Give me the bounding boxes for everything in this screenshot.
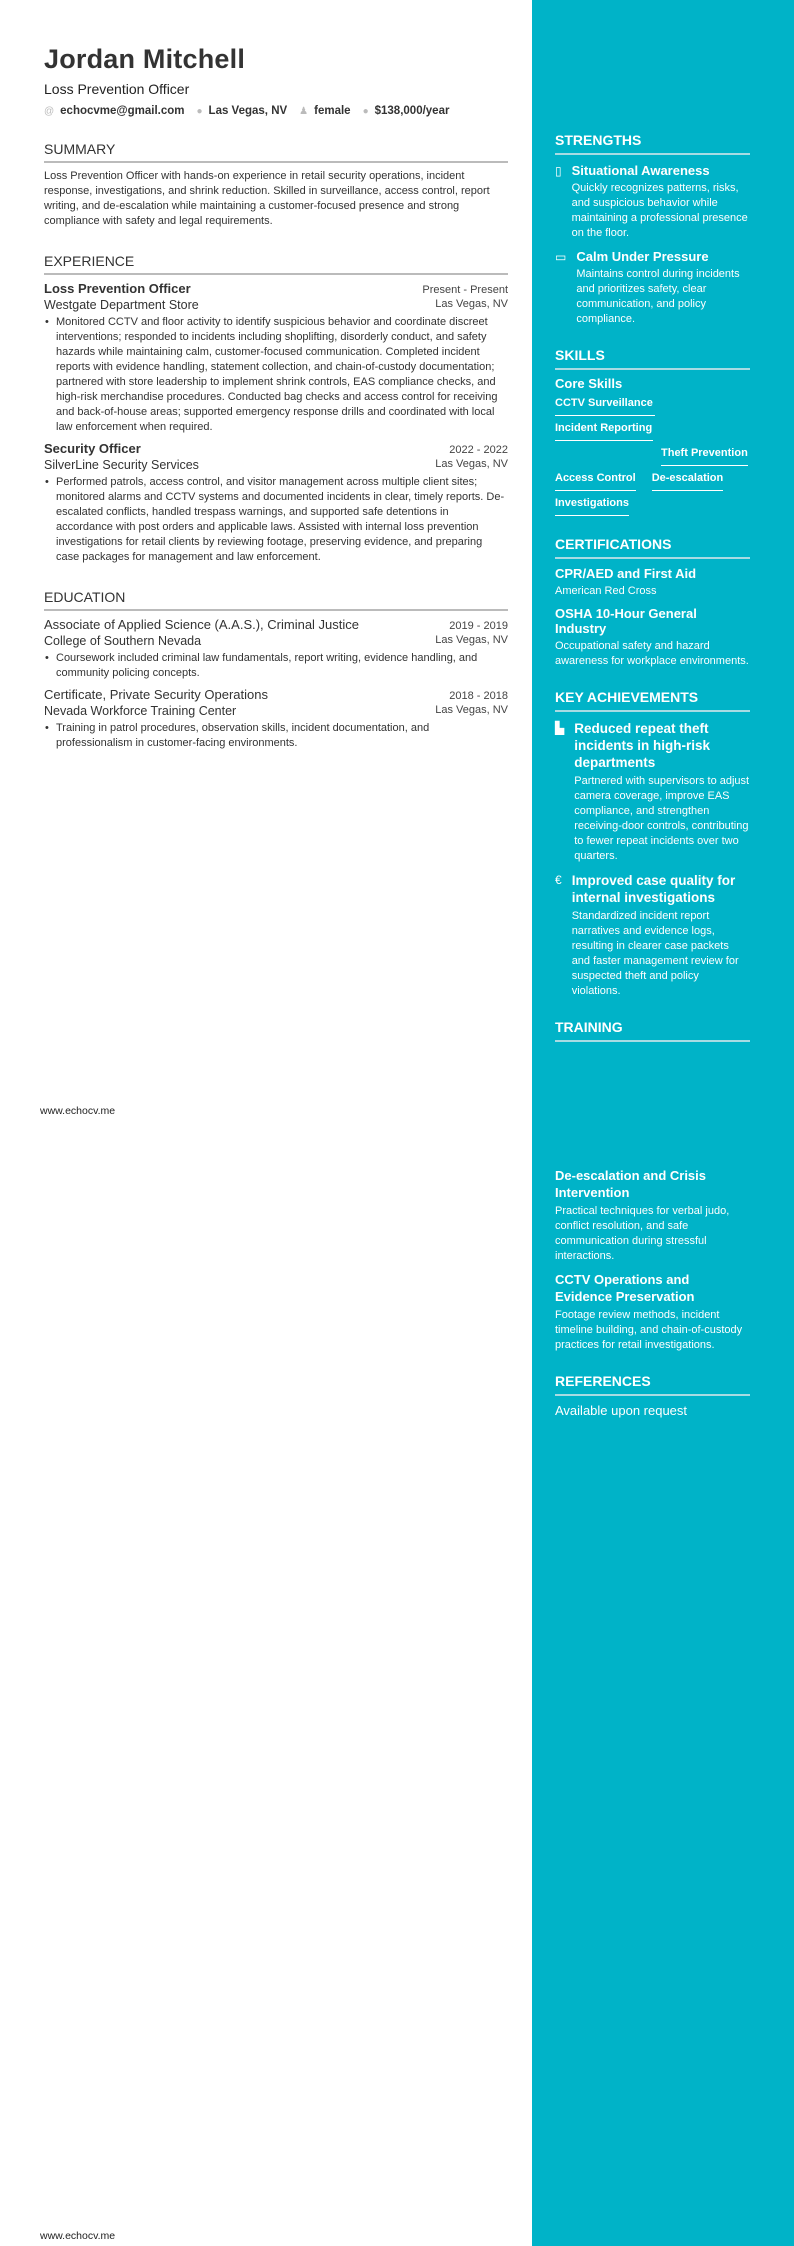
role: Loss Prevention Officer xyxy=(44,281,191,296)
location: Las Vegas, NV xyxy=(208,105,288,117)
money-icon: ● xyxy=(362,106,369,117)
school: College of Southern Nevada xyxy=(44,634,202,648)
gender: female xyxy=(314,105,351,117)
skill-tag: CCTV Surveillance xyxy=(555,393,655,416)
skill-tags xyxy=(555,391,750,516)
job-title: Loss Prevention Officer xyxy=(44,81,190,97)
location: Las Vegas, NV xyxy=(435,634,508,646)
skill-tag: De-escalation xyxy=(652,468,724,491)
footer-link[interactable]: www.echocv.me xyxy=(40,2230,116,2242)
degree: Certificate, Private Security Operations xyxy=(44,687,268,702)
achievement-title: Reduced repeat theft incidents in high-risk departments xyxy=(574,721,710,770)
achievement-item xyxy=(555,872,750,999)
skills-group: Core Skills xyxy=(555,376,623,391)
salary: $138,000/year xyxy=(374,105,450,117)
candidate-name: Jordan Mitchell xyxy=(44,44,246,74)
bullet: • Coursework included criminal law fundamentals, report writing, evidence handling, and community policing concepts. xyxy=(56,651,508,681)
achievement-item xyxy=(555,720,750,864)
sidebar-column-page2 xyxy=(555,1160,750,1418)
certification-title: CPR/AED and First Aid xyxy=(555,566,697,581)
achievement-desc: Partnered with supervisors to adjust camera coverage, improve EAS compliance, and strengthen receiving-door controls, contributing to fewer repeat incidents over two quarters. xyxy=(574,775,750,862)
skill-tag: Incident Reporting xyxy=(555,418,653,441)
education-item xyxy=(44,687,508,751)
euro-icon: € xyxy=(555,873,562,887)
achievement-title: Improved case quality for internal investigations xyxy=(571,873,736,905)
education-item xyxy=(44,617,508,681)
skill-tag: Theft Prevention xyxy=(661,443,748,466)
dates: 2018 - 2018 xyxy=(449,690,508,702)
summary-text: Loss Prevention Officer with hands-on experience in retail security operations, incident response, investigations, and shrink reduction. Skilled in surveillance, access control, report writing, and de-escalation while maintaining a customer-focused presence and strong compliance with safety and legal requirements. xyxy=(44,170,490,227)
training-desc: Practical techniques for verbal judo, conflict resolution, and safe communication during stressful interactions. xyxy=(555,1205,730,1262)
education-heading: EDUCATION xyxy=(44,589,508,611)
strength-item xyxy=(555,249,750,327)
company: SilverLine Security Services xyxy=(44,458,199,472)
skill-tag: Investigations xyxy=(555,493,629,516)
email: echocvme@gmail.com xyxy=(60,105,185,117)
certification-desc: American Red Cross xyxy=(555,585,657,597)
certifications-heading: CERTIFICATIONS xyxy=(555,536,750,559)
school: Nevada Workforce Training Center xyxy=(44,704,237,718)
location: Las Vegas, NV xyxy=(435,458,508,470)
role: Security Officer xyxy=(44,441,141,456)
strength-item xyxy=(555,163,750,241)
sidebar-column xyxy=(555,112,750,1042)
monitor-icon: ▭ xyxy=(555,250,567,264)
strengths-heading: STRENGTHS xyxy=(555,132,750,155)
location-pin-icon: ● xyxy=(196,106,203,117)
contact-info xyxy=(44,105,508,117)
dates: Present - Present xyxy=(422,284,508,296)
experience-item xyxy=(44,281,508,435)
strength-title: Calm Under Pressure xyxy=(576,249,709,264)
bullet: • Monitored CCTV and floor activity to identify suspicious behavior and coordinate discreet interventions; responded to incidents including shoplifting, disorderly conduct, and safety hazards while maintaining calm, customer-focused communication. Completed incident reports with evidence handling, statement collection, and chain-of-custody documentation; partnered with store leadership to implement shrink controls, EAS compliance checks, and high-risk merchandise procedures. Conducted bag checks and access control for receiving and back-of-house areas; supported emergency response drills and coordinated with local law enforcement when required. xyxy=(56,315,508,435)
references-text: Available upon request xyxy=(555,1403,688,1418)
main-column xyxy=(44,44,508,751)
dates: 2019 - 2019 xyxy=(449,620,508,632)
experience-heading: EXPERIENCE xyxy=(44,253,508,275)
at-icon: @ xyxy=(44,106,55,117)
strength-desc: Quickly recognizes patterns, risks, and suspicious behavior while maintaining a professional presence on the floor. xyxy=(571,182,748,239)
summary-heading: SUMMARY xyxy=(44,141,508,163)
training-heading: TRAINING xyxy=(555,1019,750,1042)
document-icon: ▙ xyxy=(555,721,565,735)
achievements-heading: KEY ACHIEVEMENTS xyxy=(555,689,750,712)
training-title: De-escalation and Crisis Intervention xyxy=(555,1168,706,1200)
certification-desc: Occupational safety and hazard awareness for workplace environments. xyxy=(555,640,749,667)
location: Las Vegas, NV xyxy=(435,298,508,310)
dates: 2022 - 2022 xyxy=(449,444,508,456)
footer-link[interactable]: www.echocv.me xyxy=(40,1105,116,1117)
mobile-icon: ▯ xyxy=(555,164,562,178)
skills-heading: SKILLS xyxy=(555,347,750,370)
references-heading: REFERENCES xyxy=(555,1373,750,1396)
company: Westgate Department Store xyxy=(44,298,199,312)
certification-title: OSHA 10-Hour General Industry xyxy=(555,606,697,636)
training-title: CCTV Operations and Evidence Preservation xyxy=(555,1272,695,1304)
person-icon: ♟ xyxy=(299,106,309,117)
training-desc: Footage review methods, incident timeline building, and chain-of-custody practices for retail investigations. xyxy=(555,1309,743,1351)
bullet: • Training in patrol procedures, observation skills, incident documentation, and professionalism in customer-facing environments. xyxy=(56,721,508,751)
bullet: • Performed patrols, access control, and visitor management across multiple client sites; monitored alarms and CCTV systems and documented incidents in clear, timely reports. De-escalated conflicts, handled trespass warnings, and supported safe detentions in accordance with post orders and applicable laws. Assisted with internal loss prevention investigations for retail clients by reviewing footage, preserving evidence, and preparing case packages for management and law enforcement. xyxy=(56,475,508,565)
strength-desc: Maintains control during incidents and prioritizes safety, clear communication, and policy compliance. xyxy=(576,268,740,325)
location: Las Vegas, NV xyxy=(435,704,508,716)
degree: Associate of Applied Science (A.A.S.), Criminal Justice xyxy=(44,617,360,632)
achievement-desc: Standardized incident report narratives and evidence logs, resulting in clearer case packets and faster management review for suspected theft and policy violations. xyxy=(571,910,739,997)
skill-tag: Access Control xyxy=(555,468,636,491)
experience-item xyxy=(44,441,508,565)
strength-title: Situational Awareness xyxy=(571,163,710,178)
